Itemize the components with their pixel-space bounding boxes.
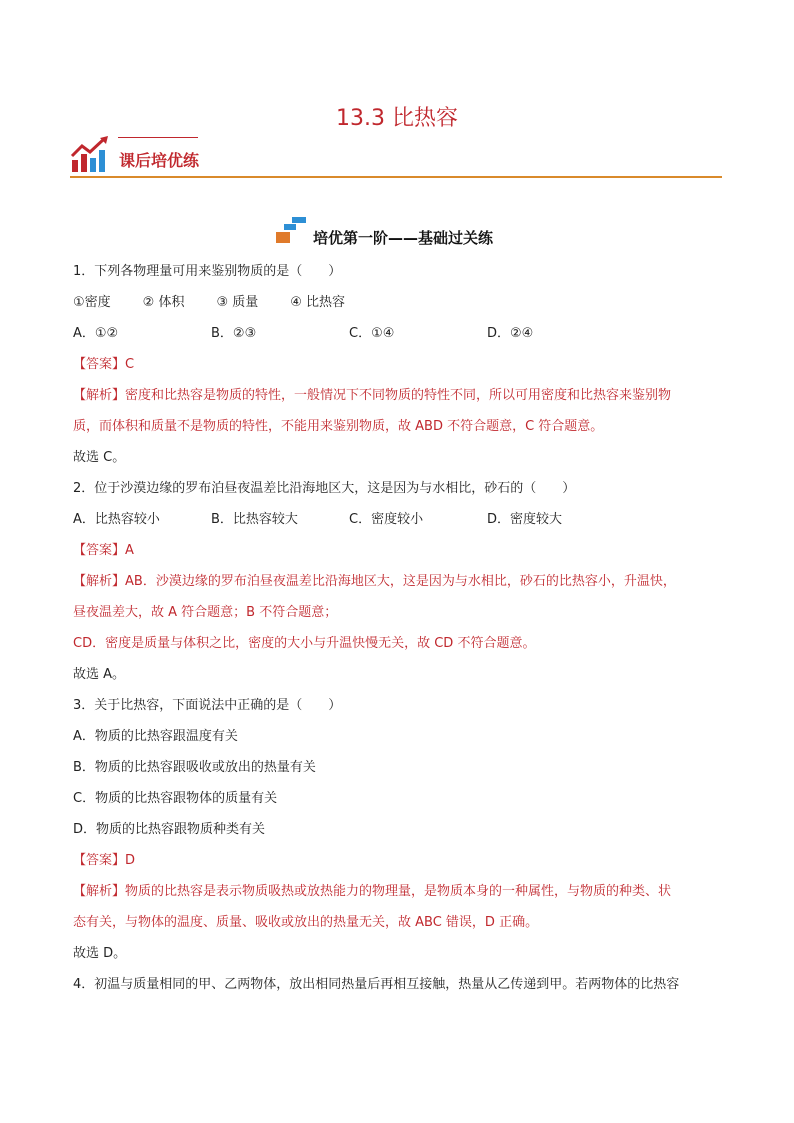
q1-options: [73, 318, 733, 349]
q3-analysis-cont: 态有关，与物体的温度、质量、吸收或放出的热量无关，故 ABC 错误，D 正确。: [73, 915, 539, 930]
q4-stem: 4．初温与质量相同的甲、乙两物体，放出相同热量后再相互接触，热量从乙传递到甲。若两物体的比热容: [73, 977, 680, 992]
q3-stem: 3．关于比热容，下面说法中正确的是（ ）: [73, 698, 342, 713]
analysis-text: 密度和比热容是物质的特性，一般情况下不同物质的特性不同，所以可用密度和比热容来鉴别物: [125, 388, 672, 403]
q1-item: ①密度: [73, 295, 111, 310]
analysis-tag: 【解析】: [73, 574, 126, 589]
q2-option-a: A．比热容较小: [73, 512, 160, 527]
q2-analysis: [73, 566, 733, 597]
answer-tag: 【答案】: [73, 853, 126, 868]
page-title: 13.3 比热容: [336, 106, 458, 131]
analysis-tag: 【解析】: [73, 884, 126, 899]
analysis-tag: 【解析】: [73, 388, 126, 403]
header-rule: [70, 176, 722, 178]
answer-value: A: [125, 543, 134, 558]
analysis-text: 物质的比热容是表示物质吸热或放热能力的物理量，是物质本身的一种属性，与物质的种类、状: [125, 884, 672, 899]
q2-analysis-cont: 昼夜温差大，故 A 符合题意；B 不符合题意；: [73, 605, 338, 620]
answer-value: D: [125, 853, 136, 868]
question-content: [73, 256, 733, 1000]
q1-stem: 1．下列各物理量可用来鉴别物质的是（ ）: [73, 264, 342, 279]
stairs-icon: [276, 214, 310, 244]
q1-items: [73, 287, 733, 318]
answer-value: C: [125, 357, 135, 372]
q1-analysis-cont: 质，而体积和质量不是物质的特性，不能用来鉴别物质，故 ABD 不符合题意，C 符合题意。: [73, 419, 604, 434]
answer-tag: 【答案】: [73, 357, 126, 372]
q1-option-b: B．②③: [211, 326, 257, 341]
header-top-line: [118, 137, 198, 138]
q2-stem: 2．位于沙漠边缘的罗布泊昼夜温差比沿海地区大，这是因为与水相比，砂石的（ ）: [73, 481, 576, 496]
analysis-text: AB．沙漠边缘的罗布泊昼夜温差比沿海地区大，这是因为与水相比，砂石的比热容小，升温快，: [125, 574, 676, 589]
q3-conclusion: 故选 D。: [73, 946, 127, 961]
section-title: 培优第一阶——基础过关练: [313, 229, 494, 247]
q1-analysis: [73, 380, 733, 411]
q2-option-c: C．密度较小: [349, 512, 424, 527]
q2-options: [73, 504, 733, 535]
q1-option-c: C．①④: [349, 326, 395, 341]
q2-option-d: D．密度较大: [487, 512, 563, 527]
q1-item: ④ 比热容: [290, 295, 346, 310]
q3-option-d: D．物质的比热容跟物质种类有关: [73, 822, 266, 837]
q1-option-a: A．①②: [73, 326, 119, 341]
q2-conclusion: 故选 A。: [73, 667, 126, 682]
growth-chart-icon: [70, 136, 110, 174]
q2-option-b: B．比热容较大: [211, 512, 298, 527]
q1-item: ② 体积: [142, 295, 185, 310]
header-label: 课后培优练: [119, 151, 200, 170]
q1-option-d: D．②④: [487, 326, 534, 341]
q1-item: ③ 质量: [216, 295, 259, 310]
q3-option-b: B．物质的比热容跟吸收或放出的热量有关: [73, 760, 316, 775]
q2-analysis-cont: CD．密度是质量与体积之比，密度的大小与升温快慢无关，故 CD 不符合题意。: [73, 636, 536, 651]
q3-answer: [73, 845, 733, 876]
answer-tag: 【答案】: [73, 543, 126, 558]
q3-option-a: A．物质的比热容跟温度有关: [73, 729, 238, 744]
q3-option-c: C．物质的比热容跟物体的质量有关: [73, 791, 278, 806]
q1-conclusion: 故选 C。: [73, 450, 126, 465]
q2-answer: [73, 535, 733, 566]
q3-analysis: [73, 876, 733, 907]
q1-answer: [73, 349, 733, 380]
